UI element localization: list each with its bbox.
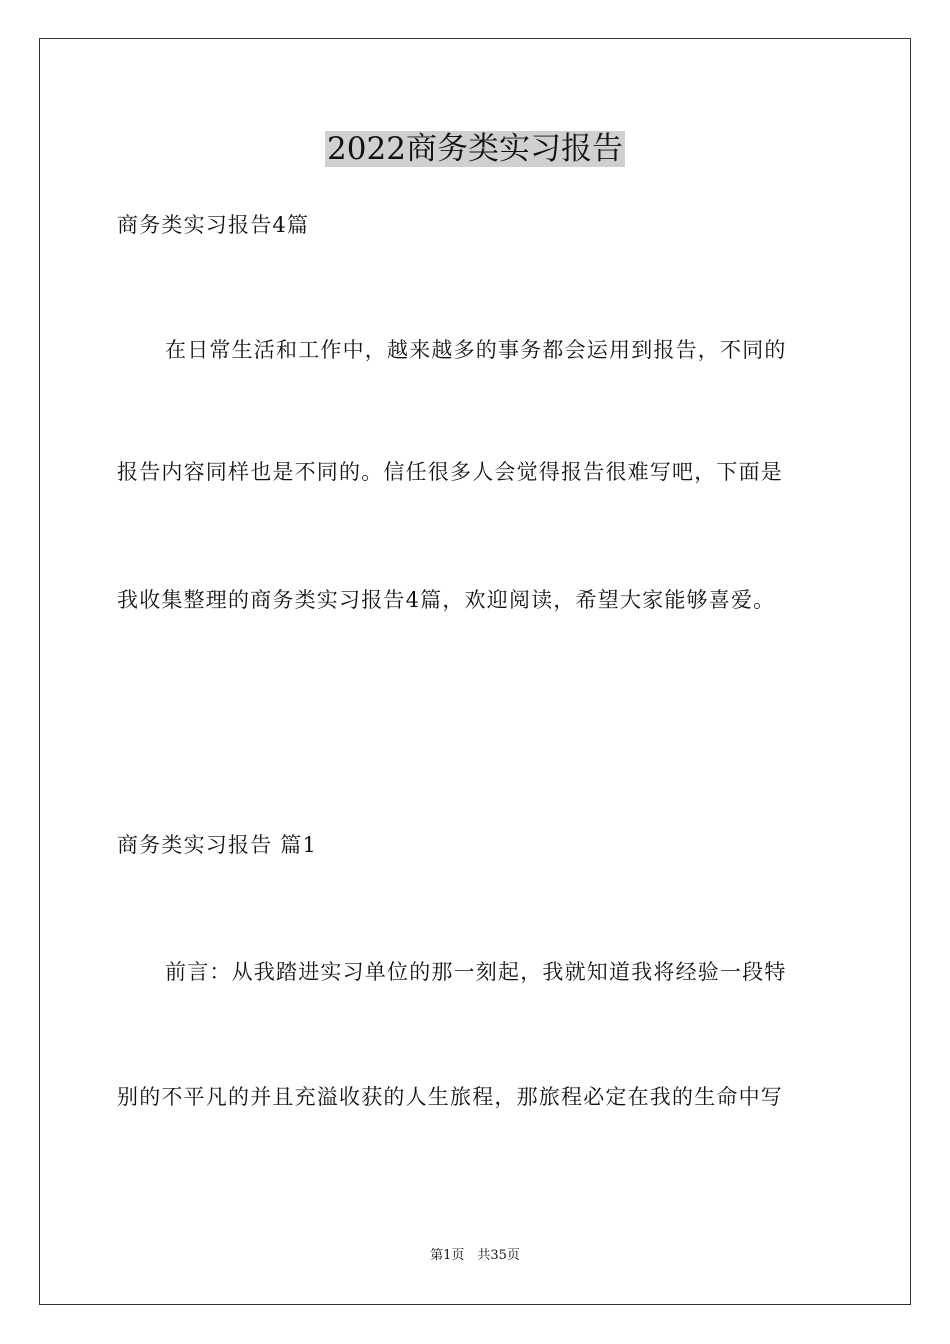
document-title — [0, 127, 950, 171]
title-highlight: 2022商务类实习报告 — [327, 131, 623, 167]
section-line-2: 别的不平凡的并且充溢收获的人生旅程，那旅程必定在我的生命中写 — [117, 1085, 783, 1109]
section-heading: 商务类实习报告 篇1 — [117, 833, 318, 857]
page-footer: 第1页 共35页 — [430, 1248, 520, 1263]
section-line-1: 前言：从我踏进实习单位的那一刻起，我就知道我将经验一段特 — [165, 960, 787, 984]
intro-line-1: 在日常生活和工作中，越来越多的事务都会运用到报告，不同的 — [165, 338, 787, 362]
intro-line-3: 我收集整理的商务类实习报告4篇，欢迎阅读，希望大家能够喜爱。 — [117, 588, 776, 612]
intro-line-2: 报告内容同样也是不同的。信任很多人会觉得报告很难写吧，下面是 — [117, 460, 783, 484]
subtitle: 商务类实习报告4篇 — [117, 213, 310, 237]
